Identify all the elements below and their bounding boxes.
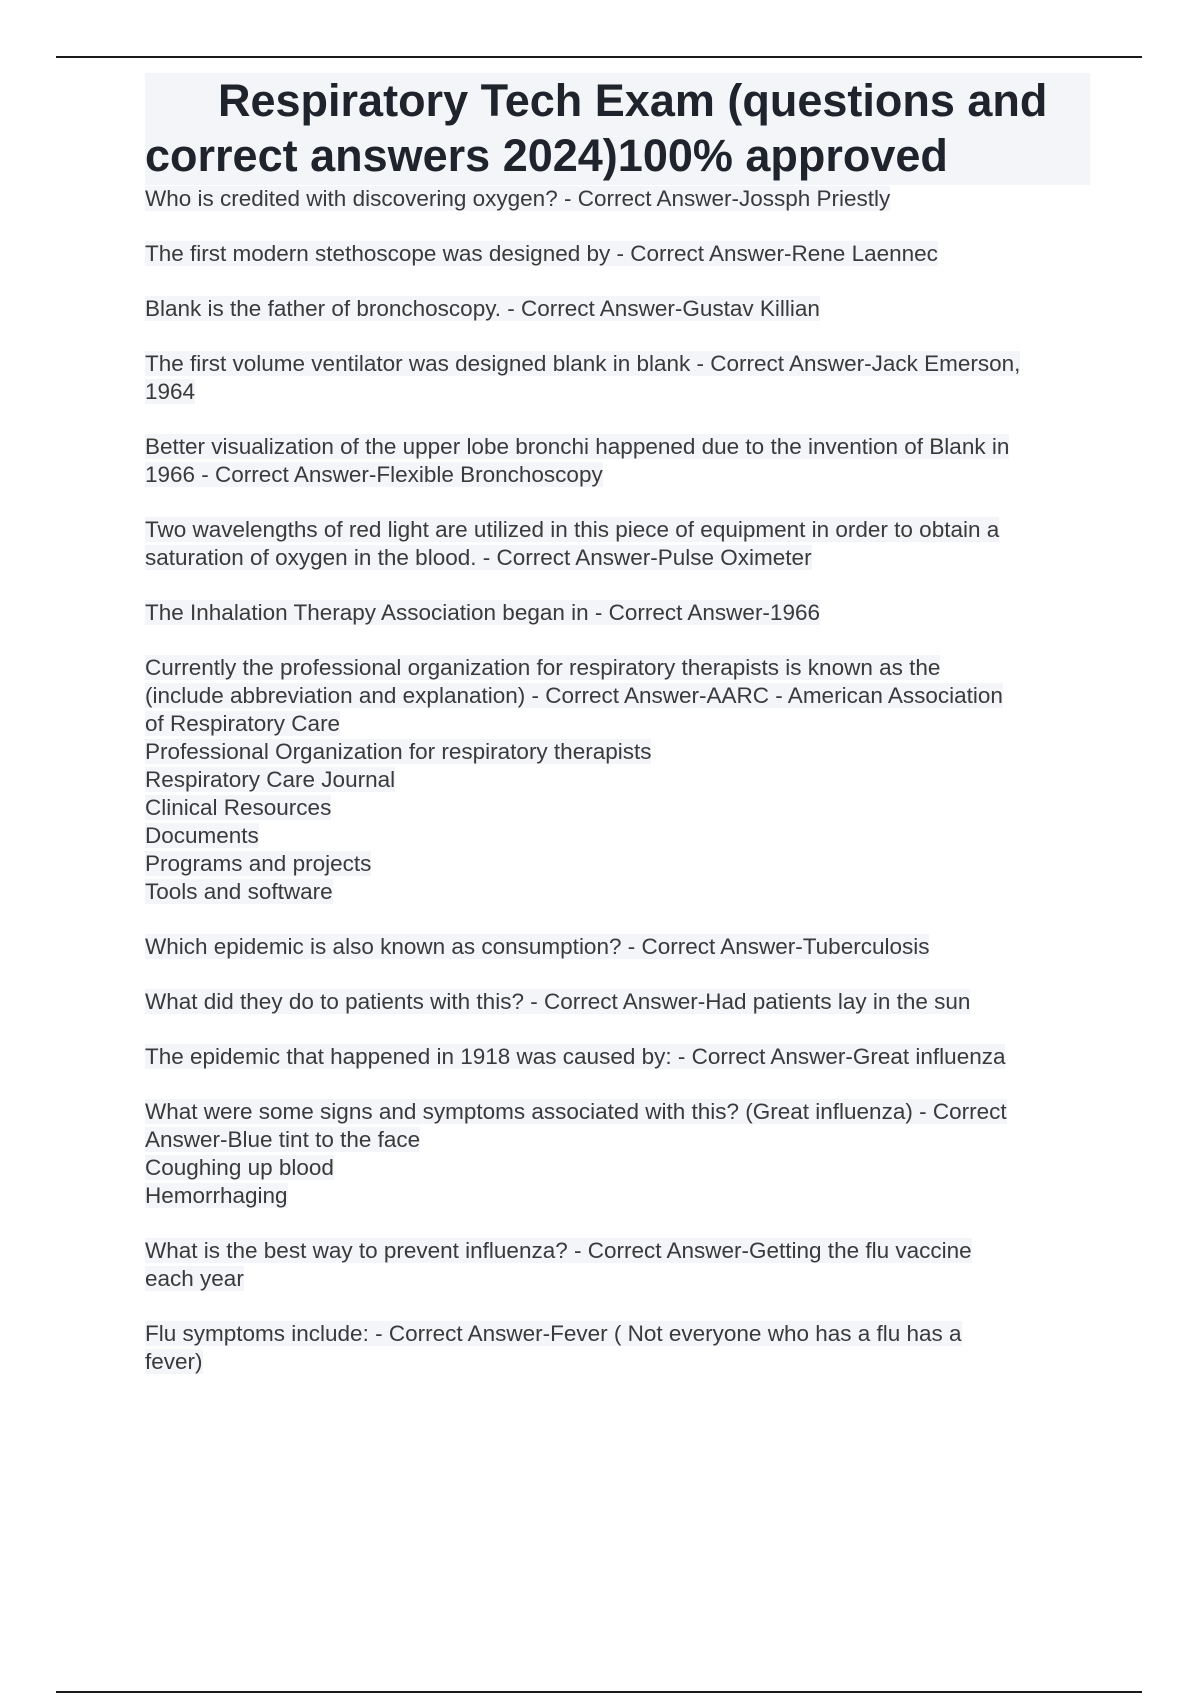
qa-line-text: Coughing up blood	[145, 1155, 334, 1180]
qa-line-text: Documents	[145, 823, 259, 848]
qa-line-text: of Respiratory Care	[145, 711, 341, 736]
top-rule	[56, 56, 1142, 58]
bottom-rule	[56, 1691, 1142, 1693]
qa-line	[145, 599, 1090, 627]
qa-list	[145, 185, 1090, 1376]
qa-line	[145, 682, 1090, 710]
qa-line	[145, 185, 1090, 213]
qa-line-text: Flu symptoms include: - Correct Answer-Fever ( Not everyone who has a flu has a	[145, 1321, 962, 1346]
document-title: Respiratory Tech Exam (questions and correct answers 2024)100% approved	[145, 73, 1090, 185]
qa-line-text: Better visualization of the upper lobe bronchi happened due to the invention of Blank in	[145, 434, 1010, 459]
qa-line	[145, 1154, 1090, 1182]
qa-line-text: Two wavelengths of red light are utilized in this piece of equipment in order to obtain a	[145, 517, 1000, 542]
qa-line-text: Tools and software	[145, 879, 333, 904]
qa-line	[145, 654, 1090, 682]
qa-item	[145, 433, 1090, 489]
qa-line-text: What did they do to patients with this? - Correct Answer-Had patients lay in the sun	[145, 989, 971, 1014]
qa-item	[145, 1098, 1090, 1210]
qa-line	[145, 766, 1090, 794]
qa-item	[145, 599, 1090, 627]
qa-line-text: Respiratory Care Journal	[145, 767, 396, 792]
qa-line-text: fever)	[145, 1349, 203, 1374]
qa-item	[145, 240, 1090, 268]
qa-line	[145, 350, 1090, 378]
qa-line-text: each year	[145, 1266, 244, 1291]
qa-line	[145, 850, 1090, 878]
qa-line	[145, 461, 1090, 489]
qa-item	[145, 1237, 1090, 1293]
qa-line	[145, 1348, 1090, 1376]
qa-line-text: Which epidemic is also known as consumption? - Correct Answer-Tuberculosis	[145, 934, 930, 959]
qa-item	[145, 654, 1090, 906]
qa-line	[145, 1043, 1090, 1071]
qa-line-text: The first modern stethoscope was designed by - Correct Answer-Rene Laennec	[145, 241, 938, 266]
qa-item	[145, 933, 1090, 961]
qa-line	[145, 933, 1090, 961]
qa-line-text: 1966 - Correct Answer-Flexible Bronchoscopy	[145, 462, 603, 487]
qa-line-text: Clinical Resources	[145, 795, 332, 820]
qa-line	[145, 822, 1090, 850]
qa-item	[145, 988, 1090, 1016]
qa-item	[145, 1320, 1090, 1376]
qa-line	[145, 878, 1090, 906]
qa-line-text: Professional Organization for respiratory therapists	[145, 739, 652, 764]
qa-line-text: Who is credited with discovering oxygen? - Correct Answer-Jossph Priestly	[145, 186, 891, 211]
qa-line	[145, 1237, 1090, 1265]
qa-line-text: Blank is the father of bronchoscopy. - Correct Answer-Gustav Killian	[145, 296, 820, 321]
qa-line-text: The first volume ventilator was designed blank in blank - Correct Answer-Jack Emerson,	[145, 351, 1021, 376]
qa-line-text: (include abbreviation and explanation) - Correct Answer-AARC - American Association	[145, 683, 1003, 708]
qa-line	[145, 295, 1090, 323]
qa-line	[145, 988, 1090, 1016]
qa-item	[145, 1043, 1090, 1071]
qa-line-text: Answer-Blue tint to the face	[145, 1127, 421, 1152]
qa-line-text: 1964	[145, 379, 196, 404]
qa-line-text: What were some signs and symptoms associated with this? (Great influenza) - Correct	[145, 1099, 1007, 1124]
qa-line	[145, 240, 1090, 268]
qa-line-text: Programs and projects	[145, 851, 372, 876]
qa-item	[145, 350, 1090, 406]
qa-line-text: The Inhalation Therapy Association began in - Correct Answer-1966	[145, 600, 820, 625]
qa-line	[145, 1126, 1090, 1154]
qa-line	[145, 544, 1090, 572]
qa-line	[145, 1320, 1090, 1348]
qa-item	[145, 295, 1090, 323]
qa-line	[145, 433, 1090, 461]
qa-line-text: Currently the professional organization for respiratory therapists is known as the	[145, 655, 941, 680]
qa-item	[145, 516, 1090, 572]
qa-line	[145, 794, 1090, 822]
qa-line-text: saturation of oxygen in the blood. - Correct Answer-Pulse Oximeter	[145, 545, 812, 570]
qa-line	[145, 1098, 1090, 1126]
document-body	[145, 73, 1090, 1403]
qa-line-text: The epidemic that happened in 1918 was caused by: - Correct Answer-Great influenza	[145, 1044, 1006, 1069]
qa-line-text: Hemorrhaging	[145, 1183, 288, 1208]
qa-line	[145, 710, 1090, 738]
qa-line	[145, 1265, 1090, 1293]
qa-item	[145, 185, 1090, 213]
qa-line	[145, 738, 1090, 766]
qa-line	[145, 516, 1090, 544]
qa-line-text: What is the best way to prevent influenza? - Correct Answer-Getting the flu vaccine	[145, 1238, 972, 1263]
qa-line	[145, 1182, 1090, 1210]
qa-line	[145, 378, 1090, 406]
